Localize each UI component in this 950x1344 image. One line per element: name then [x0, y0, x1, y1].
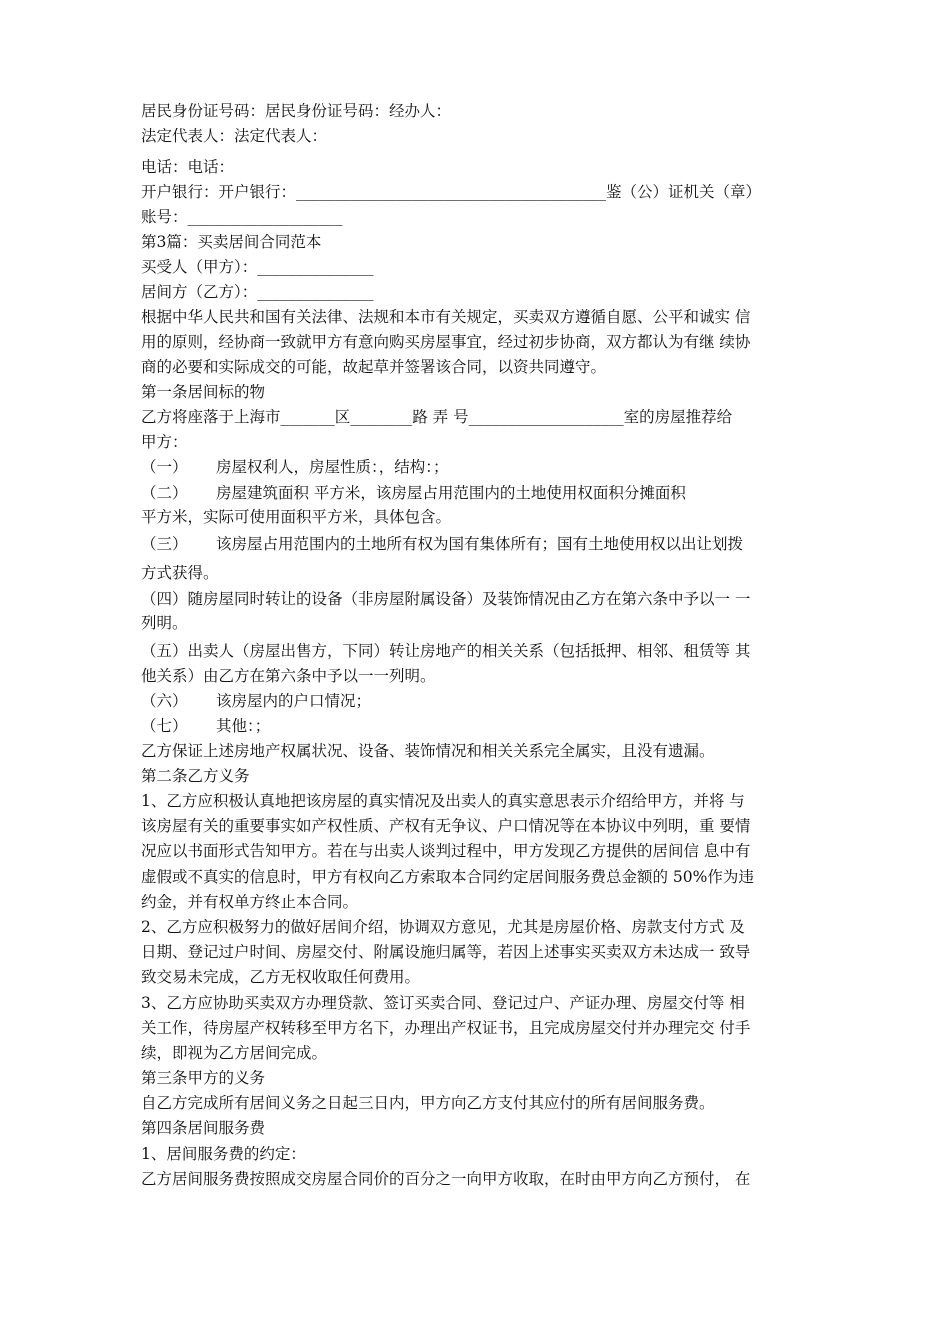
item-text: 其他：； [216, 717, 271, 735]
item-text: 该房屋占用范围内的土地所有权为国有集体所有；国有土地使用权以出让划拨 [216, 535, 744, 553]
text-line: 账号：____________________ [141, 208, 343, 226]
item-label: （七） [141, 717, 188, 735]
paragraph-line: 致交易未完成，乙方无权收取任何费用。 [141, 968, 421, 986]
article-heading: 第一条居间标的物 [141, 383, 266, 401]
section-heading: 第3篇：买卖居间合同范本 [141, 233, 322, 251]
article-heading: 第三条甲方的义务 [141, 1069, 266, 1087]
item-text: 该房屋内的户口情况； [216, 692, 372, 710]
item-label: （二） [141, 484, 188, 502]
paragraph-line: 约金，并有权单方终止本合同。 [141, 893, 359, 911]
paragraph-line: （五）出卖人（房屋出售方，下同）转让房地产的相关关系（包括抵押、相邻、租赁等 其 [141, 642, 751, 660]
text-line: 居间方（乙方）：_______________ [141, 283, 374, 301]
paragraph-line: 方式获得。 [141, 564, 219, 582]
paragraph-line: 1、乙方应积极认真地把该房屋的真实情况及出卖人的真实意思表示介绍给甲方，并将 与 [141, 792, 745, 810]
paragraph-line: 自乙方完成所有居间义务之日起三日内，甲方向乙方支付其应付的所有居间服务费。 [141, 1094, 715, 1112]
text-line: 电话：电话： [141, 158, 235, 176]
paragraph-line: 甲方： [141, 433, 188, 451]
article-heading: 第四条居间服务费 [141, 1119, 266, 1137]
paragraph-line: 关工作，待房屋产权转移至甲方名下，办理出产权证书，且完成房屋交付并办理完交 付手 [141, 1019, 751, 1037]
paragraph-line: 日期、登记过户时间、房屋交付、附属设施归属等，若因上述事实买卖双方未达成一 致导 [141, 943, 751, 961]
paragraph-line: 乙方将座落于上海市_______区________路 弄 号____________________室的房屋推荐给 [141, 408, 733, 426]
text-line: 法定代表人：法定代表人： [141, 127, 328, 145]
paragraph-line: （四）随房屋同时转让的设备（非房屋附属设备）及装饰情况由乙方在第六条中予以一 一 [141, 590, 751, 608]
text-line: 居民身份证号码：居民身份证号码：经办人： [141, 102, 452, 120]
item-text: 房屋建筑面积 平方米，该房屋占用范围内的土地使用权面积分摊面积 [216, 484, 686, 502]
paragraph-line: 2、乙方应积极努力的做好居间介绍，协调双方意见，尤其是房屋价格、房款支付方式 及 [141, 918, 745, 936]
paragraph-line: 况应以书面形式告知甲方。若在与出卖人谈判过程中，甲方发现乙方提供的居间信 息中有 [141, 842, 751, 860]
paragraph-line: 该房屋有关的重要事实如产权性质、产权有无争议、户口情况等在本协议中列明，重 要情 [141, 817, 751, 835]
paragraph-line: 根据中华人民共和国有关法律、法规和本市有关规定，买卖双方遵循自愿、公平和诚实 信 [141, 308, 751, 326]
paragraph-line: 虚假或不真实的信息时，甲方有权向乙方索取本合同约定居间服务费总金额的 50%作为违 [141, 868, 754, 886]
item-text: 房屋权利人，房屋性质：，结构：； [216, 458, 449, 476]
paragraph-line: 续，即视为乙方居间完成。 [141, 1044, 328, 1062]
paragraph-line: 商的必要和实际成交的可能，故起草并签署该合同，以资共同遵守。 [141, 358, 607, 376]
paragraph-line: 乙方居间服务费按照成交房屋合同价的百分之一向甲方收取，在时由甲方向乙方预付， 在 [141, 1170, 751, 1188]
item-label: （三） [141, 535, 188, 553]
item-label: （六） [141, 692, 188, 710]
text-line: 开户银行：开户银行：________________________________________鉴（公）证机关（章） [141, 183, 762, 201]
paragraph-line: 用的原则，经协商一致就甲方有意向购买房屋事宜，经过初步协商，双方都认为有继 续协 [141, 333, 751, 351]
item-label: （一） [141, 458, 188, 476]
text-line: 买受人（甲方）：_______________ [141, 258, 374, 276]
article-heading: 第二条乙方义务 [141, 767, 250, 785]
paragraph-line: 平方米，实际可使用面积平方米，具体包含。 [141, 508, 452, 526]
paragraph-line: 3、乙方应协助买卖双方办理贷款、签订买卖合同、登记过户、产证办理、房屋交付等 相 [141, 994, 745, 1012]
paragraph-line: 列明。 [141, 614, 188, 632]
paragraph-line: 他关系）由乙方在第六条中予以一一列明。 [141, 667, 436, 685]
paragraph-line: 乙方保证上述房地产权属状况、设备、装饰情况和相关关系完全属实，且没有遗漏。 [141, 742, 715, 760]
paragraph-line: 1、居间服务费的约定： [141, 1145, 306, 1163]
